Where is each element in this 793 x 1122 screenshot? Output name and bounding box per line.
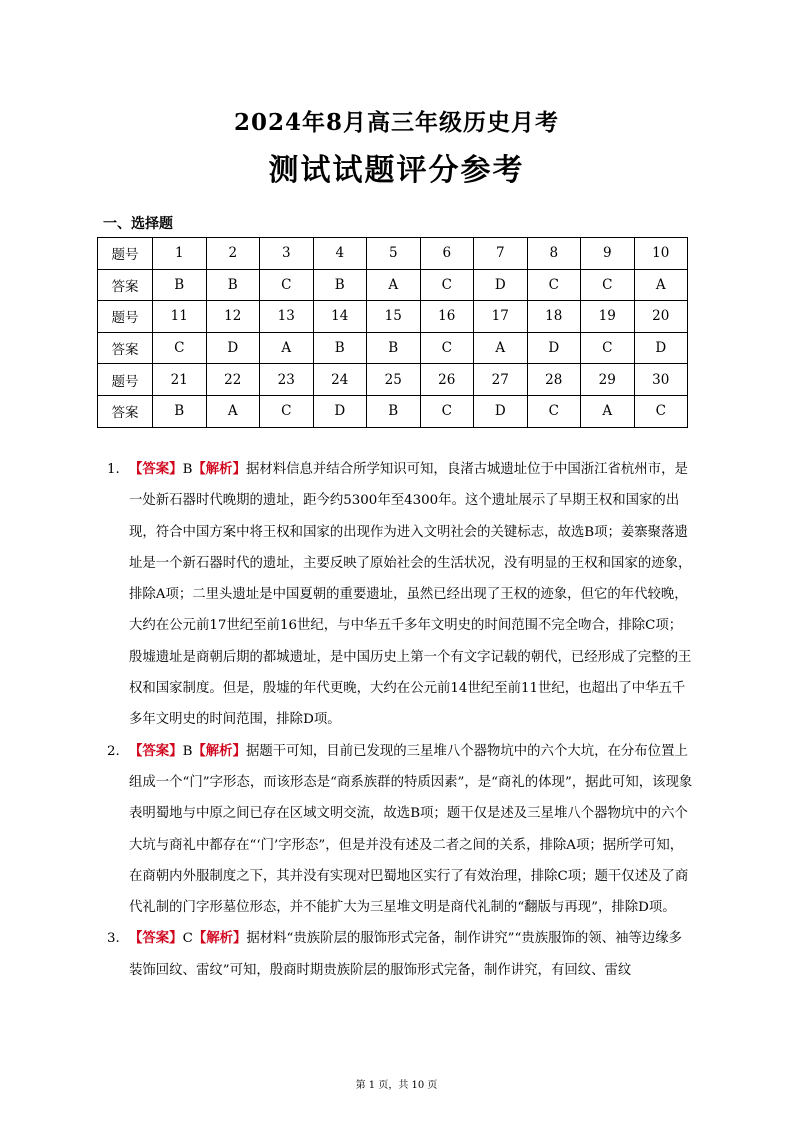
table-cell: 27 [474, 364, 528, 396]
table-cell: 29 [581, 364, 635, 396]
table-cell: D [527, 332, 581, 364]
table-cell: A [206, 395, 260, 427]
explanation-list [107, 454, 695, 986]
answer-table [97, 237, 688, 428]
table-cell: D [634, 332, 688, 364]
table-cell: D [474, 269, 528, 301]
table-row [98, 332, 688, 364]
table-cell: A [367, 269, 421, 301]
table-cell: A [474, 332, 528, 364]
analysis-tag: 【解析】 [192, 931, 247, 947]
table-row [98, 269, 688, 301]
table-cell: C [527, 269, 581, 301]
table-row [98, 395, 688, 427]
table-cell: 22 [206, 364, 260, 396]
table-cell: 30 [634, 364, 688, 396]
table-cell: 23 [260, 364, 314, 396]
table-row [98, 301, 688, 333]
table-cell: 7 [474, 238, 528, 270]
explanation-item [107, 454, 695, 736]
table-cell: 5 [367, 238, 421, 270]
page-footer: 第 1 页，共 10 页 [355, 1080, 438, 1091]
table-row [98, 238, 688, 270]
table-cell: 14 [313, 301, 367, 333]
table-cell: 6 [420, 238, 474, 270]
answer-tag: 【答案】 [129, 743, 183, 759]
table-cell: D [206, 332, 260, 364]
table-cell: B [313, 332, 367, 364]
table-cell: C [420, 395, 474, 427]
table-cell: A [634, 269, 688, 301]
row-label: 答案 [98, 395, 153, 427]
table-cell: B [153, 269, 207, 301]
table-cell: 16 [420, 301, 474, 333]
table-cell: 4 [313, 238, 367, 270]
item-number: 1. [107, 462, 120, 477]
table-cell: 15 [367, 301, 421, 333]
analysis-text: 据材料“贵族阶层的服饰形式完备，制作讲究”“贵族服饰的领、袖等边缘多装饰回纹、雷纹”可知，殷商时期贵族阶层的服饰形式完备，制作讲究，有回纹、雷纹 [129, 931, 683, 978]
table-cell: C [260, 395, 314, 427]
row-label: 答案 [98, 269, 153, 301]
table-cell: 10 [634, 238, 688, 270]
table-cell: C [634, 395, 688, 427]
answer-tag: 【答案】 [129, 931, 183, 947]
table-cell: 21 [153, 364, 207, 396]
table-cell: B [153, 395, 207, 427]
table-cell: 8 [527, 238, 581, 270]
row-label: 题号 [98, 238, 153, 270]
table-cell: A [260, 332, 314, 364]
table-cell: 24 [313, 364, 367, 396]
table-cell: 20 [634, 301, 688, 333]
table-cell: 25 [367, 364, 421, 396]
section-heading: 一、选择题 [103, 216, 173, 232]
table-cell: C [420, 332, 474, 364]
table-cell: B [367, 395, 421, 427]
analysis-tag: 【解析】 [192, 462, 246, 477]
table-cell: B [313, 269, 367, 301]
table-cell: B [206, 269, 260, 301]
table-cell: 18 [527, 301, 581, 333]
answer-letter: B [182, 743, 193, 759]
row-label: 题号 [98, 364, 153, 396]
document-title: 2024年8月高三年级历史月考 [233, 109, 560, 136]
table-cell: C [527, 395, 581, 427]
answer-letter: B [182, 462, 193, 477]
table-cell: C [581, 269, 635, 301]
table-cell: 28 [527, 364, 581, 396]
table-cell: C [581, 332, 635, 364]
explanation-item [107, 736, 695, 924]
table-cell: D [313, 395, 367, 427]
table-cell: 17 [474, 301, 528, 333]
table-cell: C [420, 269, 474, 301]
table-cell: 3 [260, 238, 314, 270]
answer-tag: 【答案】 [129, 462, 183, 477]
table-cell: 1 [153, 238, 207, 270]
item-number: 2. [107, 743, 120, 759]
table-cell: 13 [260, 301, 314, 333]
row-label: 答案 [98, 332, 153, 364]
table-cell: 9 [581, 238, 635, 270]
document-subtitle: 测试试题评分参考 [268, 153, 525, 188]
table-cell: 26 [420, 364, 474, 396]
table-row [98, 364, 688, 396]
table-cell: 12 [206, 301, 260, 333]
table-cell: C [260, 269, 314, 301]
table-cell: B [367, 332, 421, 364]
table-cell: 19 [581, 301, 635, 333]
answer-letter: C [182, 931, 193, 947]
item-number: 3. [107, 931, 120, 947]
analysis-tag: 【解析】 [192, 743, 246, 759]
explanation-item [107, 923, 695, 986]
analysis-text: 据题干可知，目前已发现的三星堆八个器物坑中的六个大坑，在分布位置上组成一个“门”字形态，而该形态是“商系族群的特质因素”，是“商礼的体现”，据此可知，该现象表明蜀地与中原之间已存在区域文明交流，故选B项；题干仅是述及三星堆八个器物坑中的六个大坑与商礼中都存在“‘门’字形态”，但是并没有述及二者之间的关系，排除A项；据所学可知，在商朝内外服制度之下，其并没有实现对巴蜀地区实行了有效治理，排除C项；题干仅述及了商代礼制的门字形墓位形态，并不能扩大为三星堆文明是商代礼制的“翻版与再现”，排除D项。 [129, 743, 693, 916]
table-cell: A [581, 395, 635, 427]
table-cell: D [474, 395, 528, 427]
table-cell: C [153, 332, 207, 364]
analysis-text: 据材料信息并结合所学知识可知，良渚古城遗址位于中国浙江省杭州市，是一处新石器时代晚期的遗址，距今约5300年至4300年。这个遗址展示了早期王权和国家的出现，符合中国方案中将王权和国家的出现作为进入文明社会的关键标志，故选B项；姜寨聚落遗址是一个新石器时代的遗址，主要反映了原始社会的生活状况，没有明显的王权和国家的迹象，排除A项；二里头遗址是中国夏朝的重要遗址，虽然已经出现了王权的迹象，但它的年代较晚，大约在公元前17世纪至前16世纪，与中华五千多年文明史的时间范围不完全吻合，排除C项；殷墟遗址是商朝后期的都城遗址，是中国历史上第一个有文字记载的朝代，已经形成了完整的王权和国家制度。但是，殷墟的年代更晚，大约在公元前14世纪至前11世纪，也超出了中华五千多年文明史的时间范围，排除D项。 [129, 462, 692, 728]
row-label: 题号 [98, 301, 153, 333]
table-cell: 11 [153, 301, 207, 333]
table-cell: 2 [206, 238, 260, 270]
